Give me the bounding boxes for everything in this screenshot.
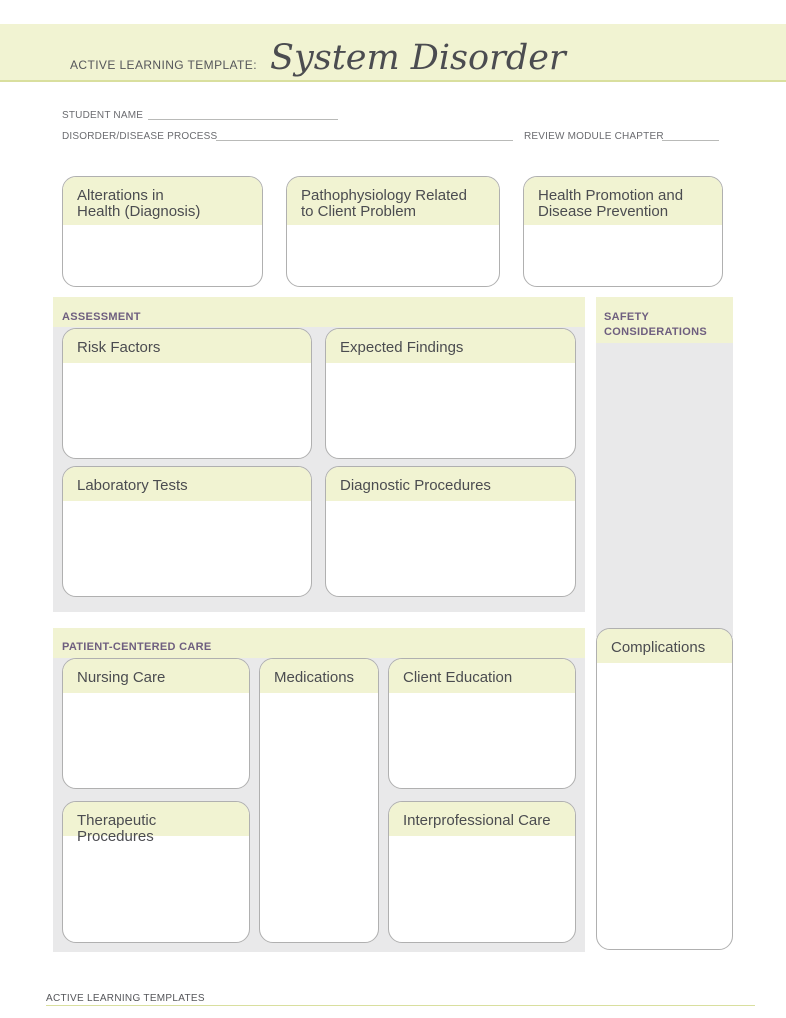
laboratory-tests-heading: Laboratory Tests <box>63 467 311 501</box>
expected-findings-heading: Expected Findings <box>326 329 575 363</box>
nursing-care-heading: Nursing Care <box>63 659 249 693</box>
template-title: System Disorder <box>270 38 566 78</box>
interprofessional-care-box[interactable] <box>388 801 576 943</box>
template-tag: ACTIVE LEARNING TEMPLATE: <box>70 58 257 72</box>
laboratory-tests-box[interactable] <box>62 466 312 597</box>
health-promotion-heading: Health Promotion and Disease Prevention <box>524 177 722 225</box>
complications-heading: Complications <box>597 629 732 663</box>
complications-box[interactable] <box>596 628 733 950</box>
alterations-in-health-heading: Alterations in Health (Diagnosis) <box>63 177 262 225</box>
template-header <box>0 24 786 82</box>
disorder-label: DISORDER/DISEASE PROCESS <box>62 131 218 142</box>
footer-divider <box>46 1005 755 1006</box>
pathophysiology-heading: Pathophysiology Related to Client Problem <box>287 177 499 225</box>
medications-heading: Medications <box>260 659 378 693</box>
alterations-in-health-box[interactable] <box>62 176 263 287</box>
diagnostic-procedures-heading: Diagnostic Procedures <box>326 467 575 501</box>
student-name-label: STUDENT NAME <box>62 110 144 121</box>
footer-text: ACTIVE LEARNING TEMPLATES <box>46 993 205 1004</box>
assessment-label: ASSESSMENT <box>62 311 141 323</box>
student-name-field[interactable] <box>148 119 338 120</box>
nursing-care-box[interactable] <box>62 658 250 789</box>
therapeutic-procedures-box[interactable] <box>62 801 250 943</box>
client-education-heading: Client Education <box>389 659 575 693</box>
review-chapter-label: REVIEW MODULE CHAPTER <box>524 131 664 142</box>
therapeutic-procedures-heading: Therapeutic Procedures <box>63 802 249 836</box>
pathophysiology-box[interactable] <box>286 176 500 287</box>
patient-centered-care-label: PATIENT-CENTERED CARE <box>62 641 212 653</box>
risk-factors-heading: Risk Factors <box>63 329 311 363</box>
diagnostic-procedures-box[interactable] <box>325 466 576 597</box>
safety-considerations-label: SAFETY CONSIDERATIONS <box>604 311 708 338</box>
expected-findings-box[interactable] <box>325 328 576 459</box>
medications-box[interactable] <box>259 658 379 943</box>
client-education-box[interactable] <box>388 658 576 789</box>
safety-considerations-section[interactable] <box>596 297 733 637</box>
risk-factors-box[interactable] <box>62 328 312 459</box>
review-chapter-field[interactable] <box>662 140 719 141</box>
disorder-field[interactable] <box>216 140 513 141</box>
interprofessional-care-heading: Interprofessional Care <box>389 802 575 836</box>
health-promotion-box[interactable] <box>523 176 723 287</box>
